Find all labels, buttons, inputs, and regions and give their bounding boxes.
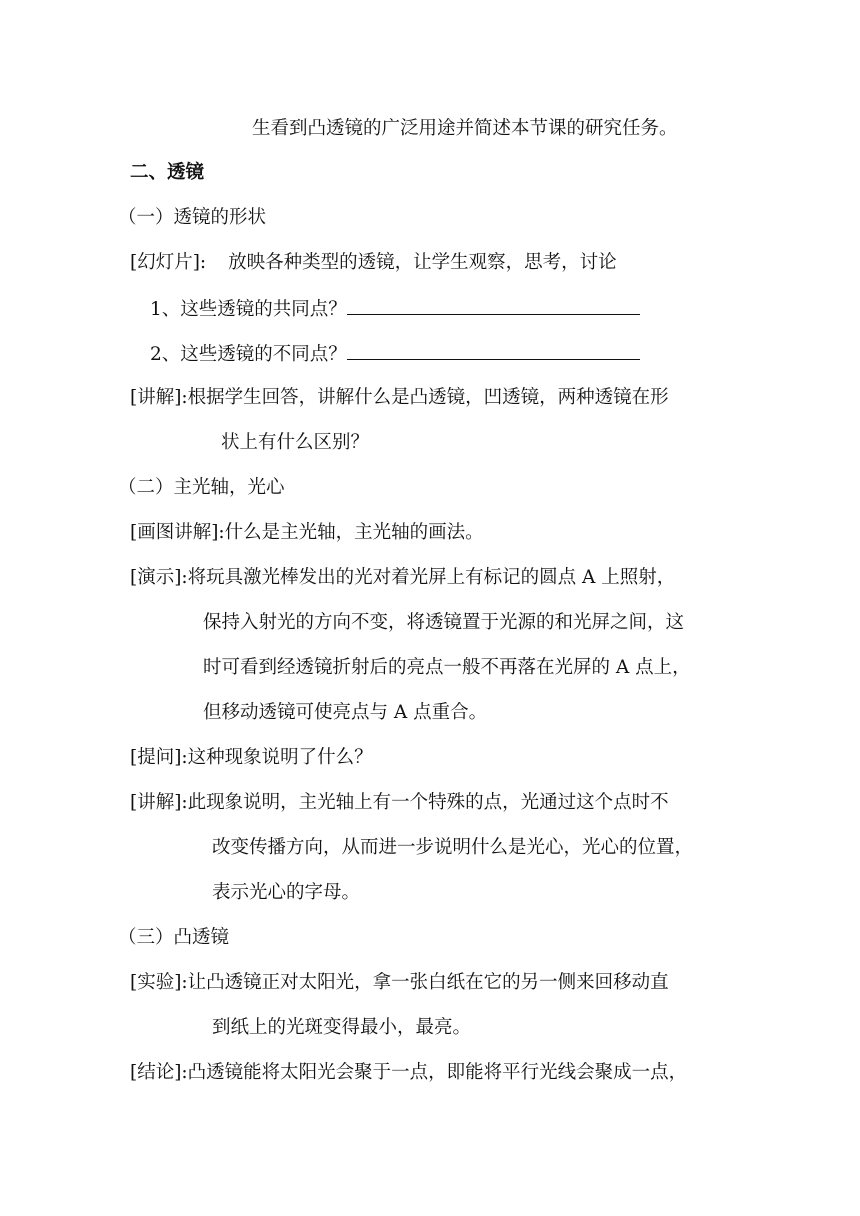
demo-line4: 但移动透镜可使亮点与 A 点重合。	[203, 702, 488, 723]
slide-tag: [幻灯片]:	[130, 252, 207, 273]
subsection-2-title: （二）主光轴，光心	[118, 477, 285, 498]
section-two-heading: 二、透镜	[130, 162, 205, 183]
slide-paragraph	[130, 251, 617, 275]
answer-blank-2	[347, 341, 640, 360]
draw-explain-tag: [画图讲解]:	[130, 522, 225, 543]
ask-paragraph	[130, 746, 373, 770]
explain-2-line1: 此现象说明，主光轴上有一个特殊的点，光通过这个点时不	[187, 792, 669, 813]
question-2-text: 2、这些透镜的不同点？	[150, 344, 347, 365]
intro-continuation: 生看到凸透镜的广泛用途并简述本节课的研究任务。	[252, 118, 678, 139]
explain-1-paragraph	[130, 386, 669, 410]
answer-blank-1	[347, 296, 640, 315]
question-1-text: 1、这些透镜的共同点？	[150, 299, 347, 320]
demo-tag: [演示]:	[130, 567, 188, 588]
draw-explain-paragraph	[130, 521, 484, 545]
explain-2-line3: 表示光心的字母。	[212, 882, 361, 903]
explain-2-paragraph	[130, 791, 669, 815]
draw-explain-text: 什么是主光轴，主光轴的画法。	[224, 522, 484, 543]
explain-1-line2: 状上有什么区别？	[221, 432, 370, 453]
demo-paragraph	[130, 566, 675, 590]
question-2	[150, 341, 640, 367]
ask-text: 这种现象说明了什么？	[187, 747, 373, 768]
explain-2-line2: 改变传播方向，从而进一步说明什么是光心，光心的位置，	[212, 837, 694, 858]
slide-text: 放映各种类型的透镜，让学生观察，思考，讨论	[228, 252, 617, 273]
experiment-line1: 让凸透镜正对太阳光，拿一张白纸在它的另一侧来回移动直	[187, 972, 669, 993]
experiment-line2: 到纸上的光斑变得最小，最亮。	[212, 1017, 472, 1038]
explain-1-tag: [讲解]:	[130, 387, 188, 408]
conclusion-tag: [结论]:	[130, 1062, 188, 1083]
explain-1-line1: 根据学生回答，讲解什么是凸透镜，凹透镜，两种透镜在形	[187, 387, 669, 408]
demo-line3: 时可看到经透镜折射后的亮点一般不再落在光屏的 A 点上，	[203, 657, 691, 678]
conclusion-paragraph	[130, 1061, 687, 1085]
experiment-tag: [实验]:	[130, 972, 188, 993]
explain-2-tag: [讲解]:	[130, 792, 188, 813]
conclusion-text: 凸透镜能将太阳光会聚于一点，即能将平行光线会聚成一点，	[187, 1062, 688, 1083]
demo-line1: 将玩具激光棒发出的光对着光屏上有标记的圆点 A 上照射，	[187, 567, 676, 588]
subsection-1-title: （一）透镜的形状	[118, 207, 267, 228]
ask-tag: [提问]:	[130, 747, 188, 768]
question-1	[150, 296, 640, 322]
demo-line2: 保持入射光的方向不变，将透镜置于光源的和光屏之间，这	[203, 612, 685, 633]
experiment-paragraph	[130, 971, 669, 995]
subsection-3-title: （三）凸透镜	[118, 927, 230, 948]
